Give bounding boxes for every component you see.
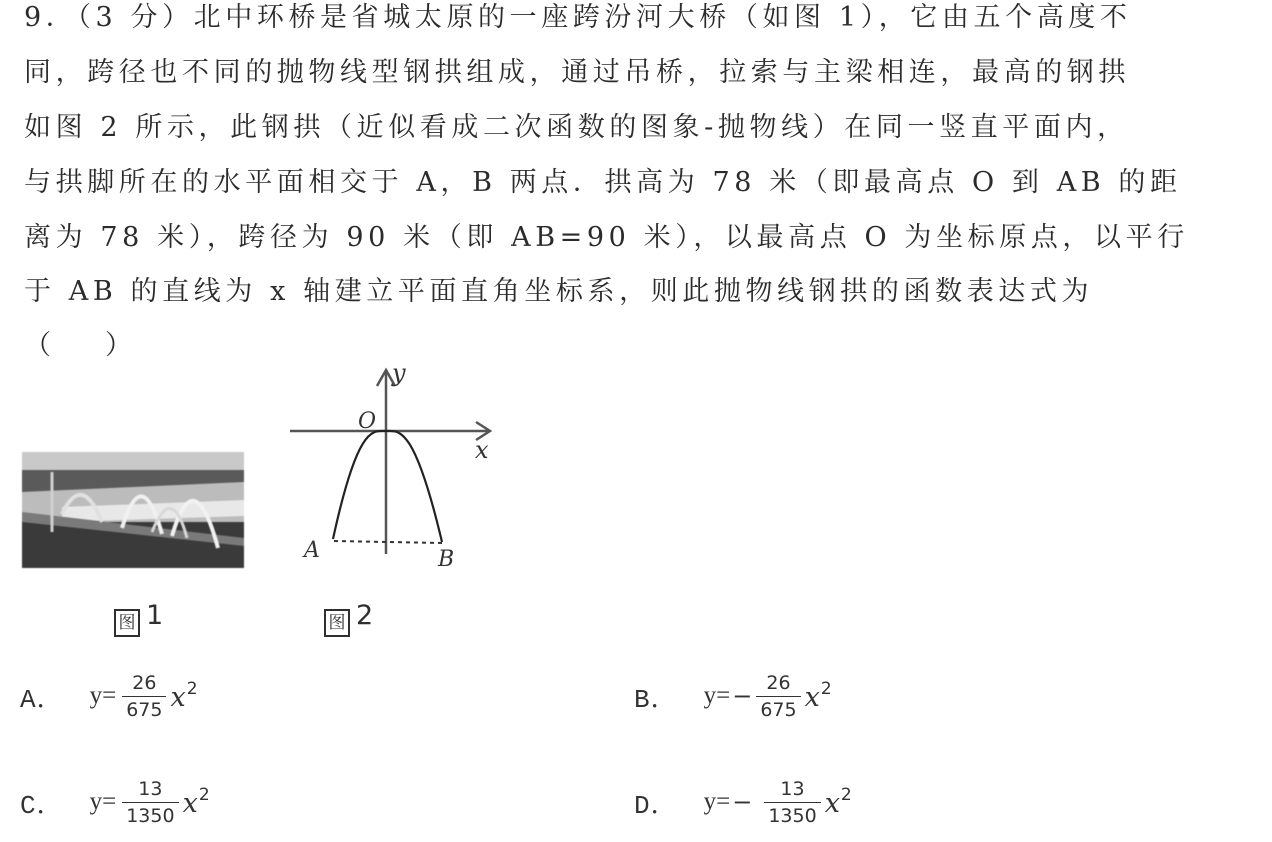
ab-dashed-line: [334, 541, 442, 543]
numerator: 26: [132, 671, 157, 694]
point-b-label: B: [438, 547, 455, 572]
denominator: 1350: [122, 802, 178, 827]
question-text-line-4: 与拱脚所在的水平面相交于 A，B 两点．拱高为 78 米（即最高点 O 到 AB 的距: [24, 167, 1182, 198]
option-d[interactable]: [634, 774, 852, 830]
figure2-caption: [324, 598, 373, 637]
option-letter: C．: [20, 790, 64, 821]
figure1-number: 1: [146, 600, 164, 631]
figure-char: 图: [324, 609, 350, 637]
variable-x: x: [182, 788, 198, 819]
numerator: 13: [138, 777, 163, 800]
variable-x: x: [804, 682, 820, 713]
question-text-line-3: 如图 2 所示，此钢拱（近似看成二次函数的图象-抛物线）在同一竖直平面内，: [24, 112, 1129, 143]
question-text-line-6: 于 AB 的直线为 x 轴建立平面直角坐标系，则此抛物线钢拱的函数表达式为: [24, 276, 1094, 307]
exponent: 2: [198, 785, 210, 805]
point-a-label: A: [304, 538, 320, 563]
variable-x: x: [824, 788, 840, 819]
option-fraction: [764, 778, 820, 827]
parabola-diagram-drawing: [288, 364, 508, 574]
option-letter: D．: [634, 790, 678, 821]
denominator: 675: [122, 696, 166, 721]
figure-char: 图: [114, 609, 140, 637]
option-lhs: y=: [89, 682, 117, 709]
option-lhs: y=: [89, 788, 117, 815]
option-fraction: [122, 672, 166, 721]
option-fraction: [756, 672, 800, 721]
figure2-number: 2: [356, 600, 374, 631]
option-lhs: y=: [703, 682, 731, 709]
option-variable: [825, 785, 852, 819]
origin-label: O: [358, 409, 377, 434]
option-lhs: y=: [703, 788, 731, 815]
exponent: 2: [840, 785, 852, 805]
bridge-photo-drawing: [22, 452, 244, 568]
option-variable: [805, 679, 832, 713]
option-letter: B．: [634, 684, 678, 715]
variable-x: x: [170, 682, 186, 713]
x-axis-label: x: [475, 436, 489, 464]
exponent: 2: [186, 679, 198, 699]
option-fraction: [122, 778, 178, 827]
figure1-caption: [114, 598, 163, 637]
question-text-line-2: 同，跨径也不同的抛物线型钢拱组成，通过吊桥，拉索与主梁相连，最高的钢拱: [24, 57, 1130, 88]
denominator: 675: [756, 696, 800, 721]
denominator: 1350: [764, 802, 820, 827]
question-text-line-1: 9．（3 分）北中环桥是省城太原的一座跨汾河大桥（如图 1），它由五个高度不: [24, 2, 1132, 33]
option-a[interactable]: [20, 668, 198, 724]
parabola-curve: [333, 431, 442, 542]
question-text-line-5: 离为 78 米），跨径为 90 米（即 AB=90 米），以最高点 O 为坐标原点，以平行: [24, 222, 1189, 253]
answer-blank: （ ）: [24, 330, 132, 361]
option-letter: A．: [20, 684, 64, 715]
y-axis-label: y: [392, 364, 406, 387]
option-variable: [183, 785, 210, 819]
numerator: 26: [766, 671, 791, 694]
bridge-photo: [22, 452, 244, 568]
exponent: 2: [820, 679, 832, 699]
parabola-diagram: [288, 364, 508, 574]
option-sign: −: [732, 682, 753, 710]
option-b[interactable]: [634, 668, 832, 724]
option-variable: [170, 679, 197, 713]
option-sign: −: [732, 788, 753, 816]
option-c[interactable]: [20, 774, 210, 830]
numerator: 13: [780, 777, 805, 800]
